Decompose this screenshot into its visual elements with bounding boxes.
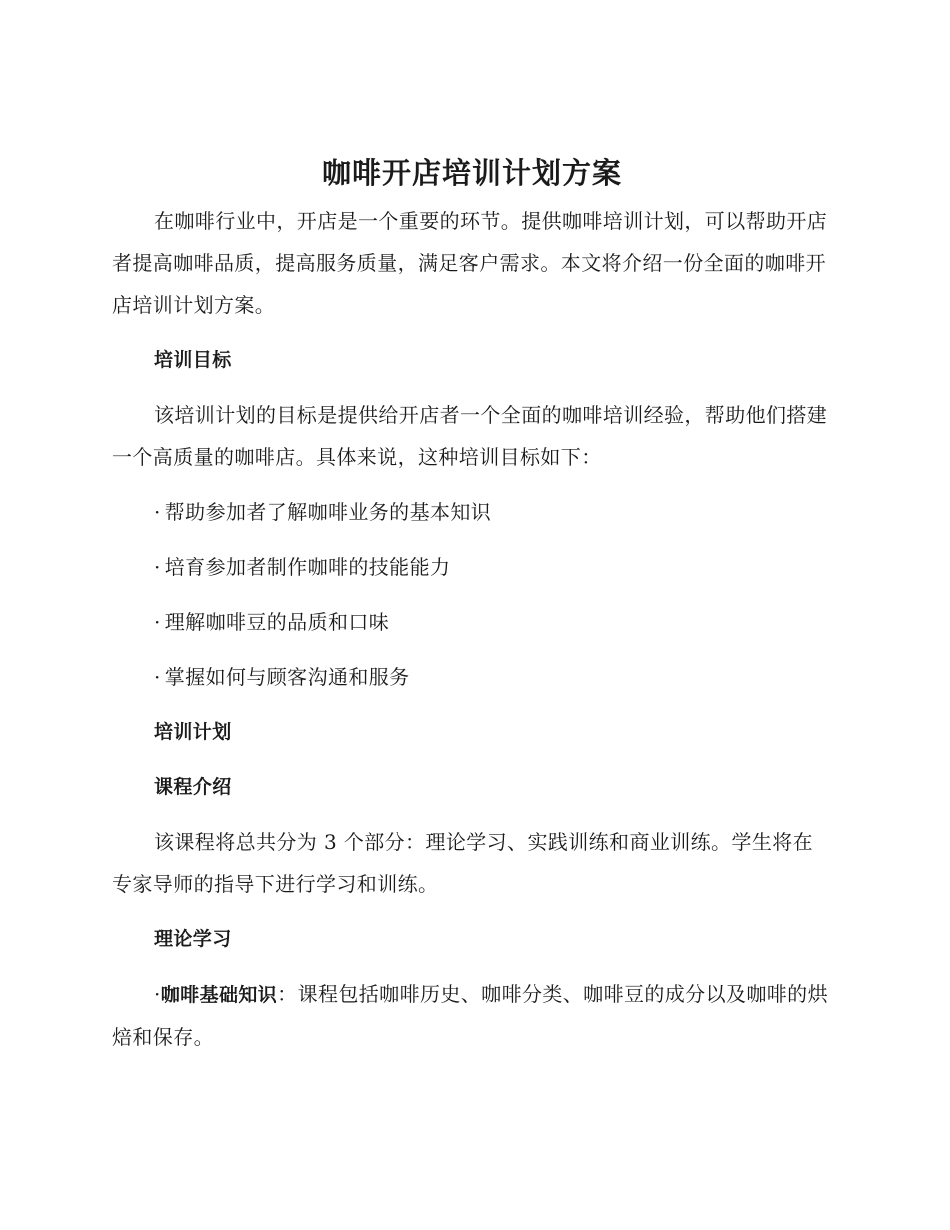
goal-text: 理解咖啡豆的品质和口味 (164, 610, 390, 634)
bullet-dot: · (154, 500, 161, 524)
bullet-dot: · (154, 610, 161, 634)
goal-list-item (112, 601, 832, 643)
goal-list-item (112, 546, 832, 588)
document-title: 咖啡开店培训计划方案 (321, 156, 622, 190)
bullet-dot: · (154, 665, 161, 689)
heading-training-plan: 培训计划 (154, 721, 232, 743)
goals-paragraph: 该培训计划的目标是提供给开店者一个全面的咖啡培训经验，帮助他们搭建一个高质量的咖啡店。具体来说，这种培训目标如下： (112, 403, 828, 469)
goal-list-item (112, 491, 832, 533)
theory-item (112, 973, 832, 1058)
heading-theory-study: 理论学习 (154, 928, 232, 950)
intro-paragraph: 在咖啡行业中，开店是一个重要的环节。提供咖啡培训计划，可以帮助开店者提高咖啡品质，提高服务质量，满足客户需求。本文将介绍一份全面的咖啡开店培训计划方案。 (112, 209, 828, 317)
document-body (112, 150, 832, 1071)
heading-course-intro: 课程介绍 (154, 776, 232, 798)
goal-text: 掌握如何与顾客沟通和服务 (164, 665, 410, 689)
goal-text: 培育参加者制作咖啡的技能能力 (164, 555, 451, 579)
goal-list-item (112, 656, 832, 698)
bullet-dot: · (154, 982, 161, 1006)
heading-training-goals: 培训目标 (154, 349, 232, 371)
course-paragraph: 该课程将总共分为 3 个部分：理论学习、实践训练和商业训练。学生将在专家导师的指导下进行学习和训练。 (112, 830, 814, 896)
theory-item-term: 咖啡基础知识 (160, 984, 278, 1006)
theory-item-text: ：课程包括咖啡历史、咖啡分类、咖啡豆的成分以及咖啡的烘焙和保存。 (112, 982, 828, 1049)
goal-text: 帮助参加者了解咖啡业务的基本知识 (164, 500, 492, 524)
bullet-dot: · (154, 555, 161, 579)
